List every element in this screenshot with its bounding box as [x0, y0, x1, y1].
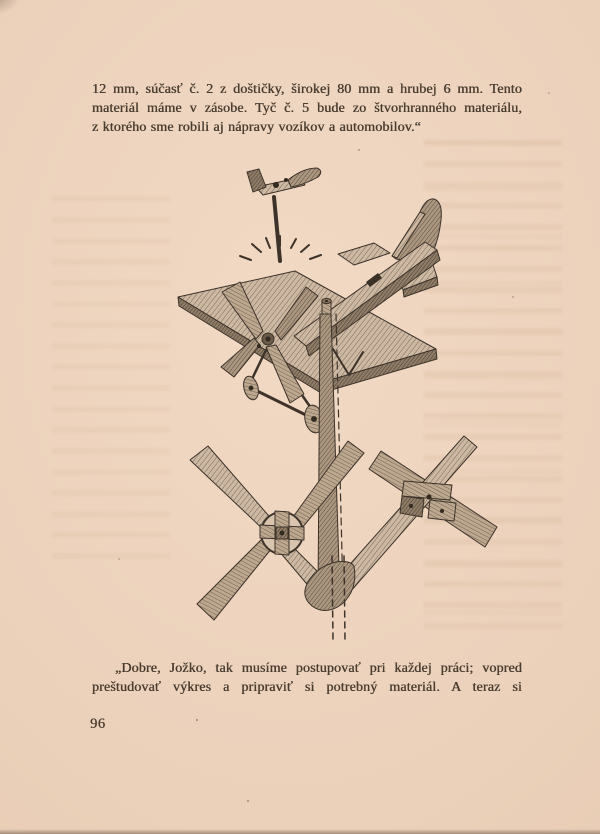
- paragraph-bottom: [92, 659, 522, 697]
- paper-speckles: [0, 0, 2, 2]
- bleed-through-text-left: [52, 196, 170, 566]
- whirligig: [240, 168, 321, 261]
- stand-post: [318, 314, 343, 598]
- rotor-small: [336, 436, 497, 592]
- paragraph-top: [92, 80, 522, 137]
- page-number: 96: [90, 716, 106, 732]
- round-base: [305, 556, 355, 640]
- paragraph-top-line: materiál máme v zásobe. Tyč č. 5 bude zo štvorhranného materiálu,: [92, 101, 522, 116]
- scan-corner-smudge: [0, 0, 22, 16]
- paragraph-bottom-line: preštudovať výkres a pripraviť si potrebný materiál. A teraz si: [92, 680, 522, 695]
- undercarriage-wheels: [241, 349, 363, 435]
- tail-fin: [392, 199, 441, 260]
- paragraph-top-line: z ktorého sme robili aj nápravy vozíkov a automobilov.“: [92, 120, 421, 135]
- fuselage-bar: [294, 242, 440, 356]
- rotor-large: [190, 441, 364, 620]
- paragraph-bottom-line: „Dobre, Jožko, tak musíme postupovať pri každej práci; vopred: [115, 661, 522, 676]
- front-propeller: [221, 282, 318, 403]
- deck-board: [178, 271, 437, 393]
- motion-lines: [240, 236, 321, 260]
- tail-stabilizer: [338, 243, 438, 297]
- paragraph-top-line: 12 mm, súčasť č. 2 z doštičky, širokej 80 mm a hrubej 6 mm. Tento: [92, 82, 522, 97]
- bleed-through-text-right: [424, 140, 562, 640]
